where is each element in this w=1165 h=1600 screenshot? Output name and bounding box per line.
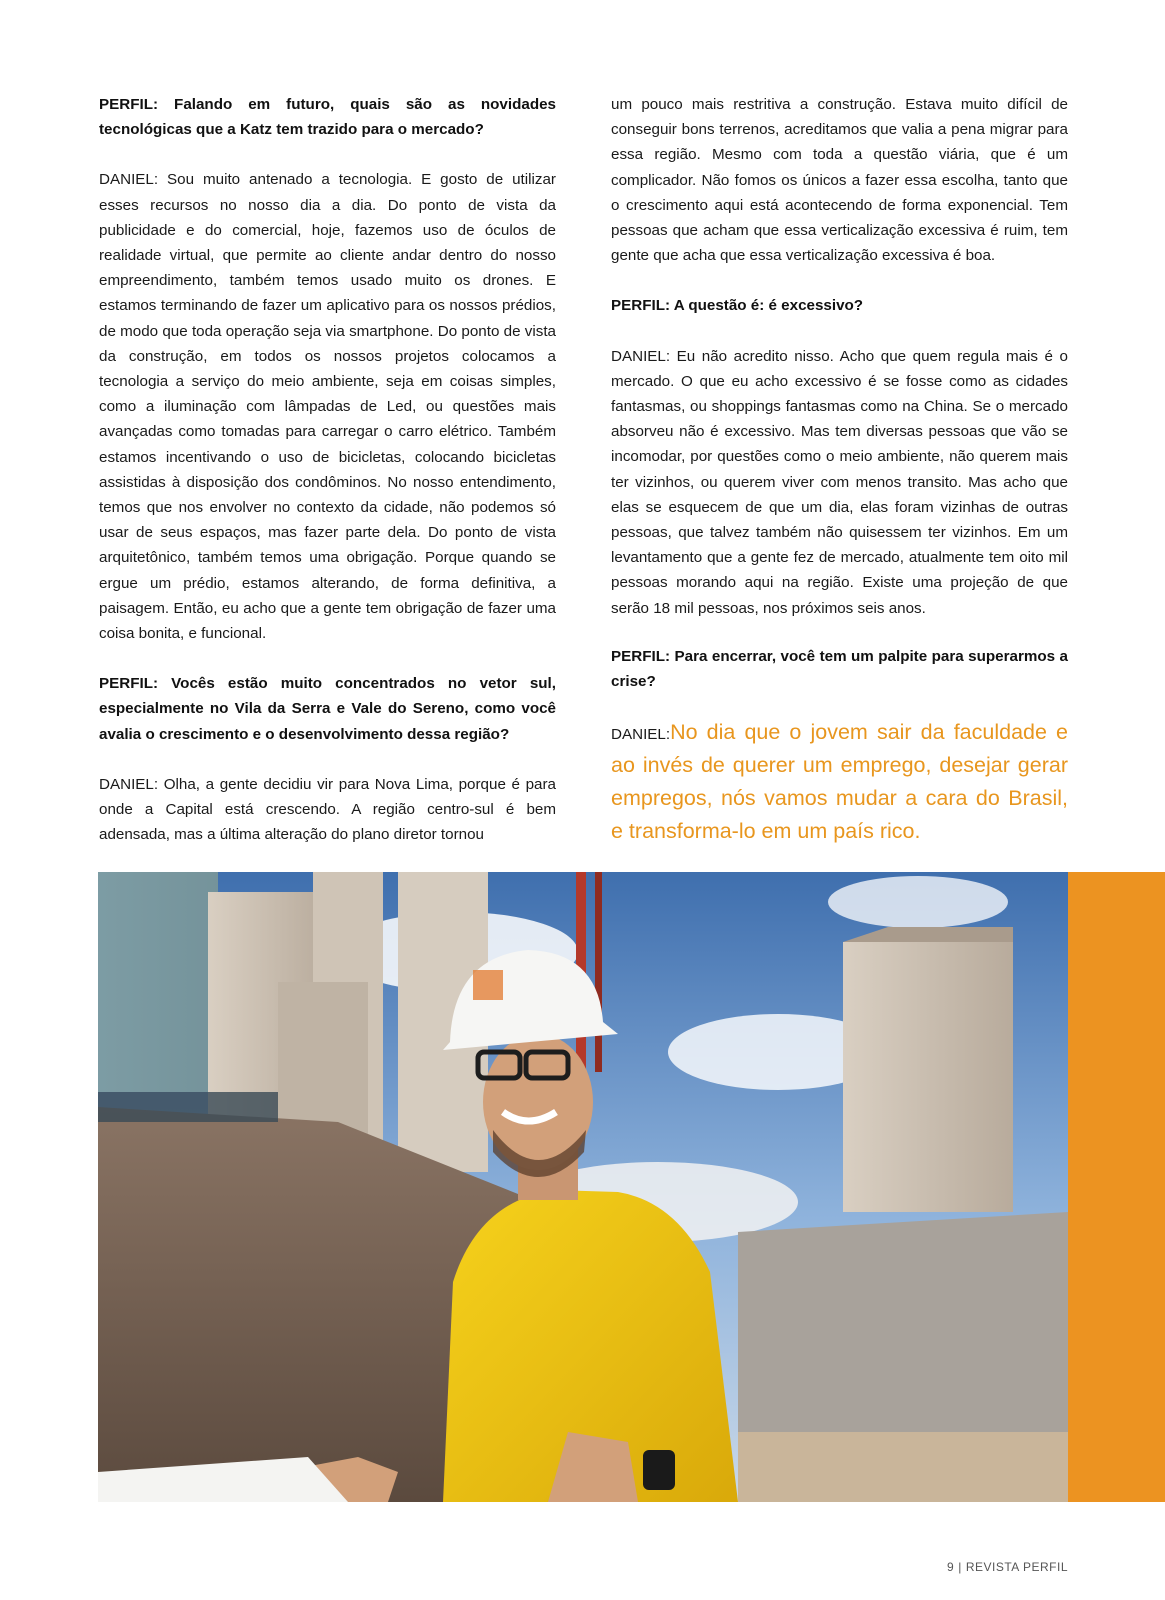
footer-separator: | bbox=[958, 1560, 962, 1574]
engineer-photo bbox=[98, 872, 1068, 1502]
page-number: 9 bbox=[947, 1560, 955, 1574]
question-technology: PERFIL: Falando em futuro, quais são as novidades tecnológicas que a Katz tem trazido para o mercado? bbox=[99, 96, 556, 139]
answer-crisis bbox=[611, 717, 1068, 849]
answer-southern-region: DANIEL: Olha, a gente decidiu vir para Nova Lima, porque é para onde a Capital está crescendo. A região centro-sul é bem adensada, mas a última alteração do plano diretor tornou bbox=[99, 775, 556, 844]
magazine-name: REVISTA PERFIL bbox=[965, 1560, 1068, 1574]
orange-accent-bar bbox=[1068, 872, 1165, 1502]
highlight-quote: No dia que o jovem sair da faculdade e ao invés de querer um emprego, desejar gerar empregos, nós vamos mudar a cara do Brasil, e transforma-lo em um país rico. bbox=[611, 720, 1068, 844]
question-southern-region: PERFIL: Vocês estão muito concentrados no vetor sul, especialmente no Vila da Serra e Vale do Sereno, como você avalia o crescimento e o desenvolvimento dessa região? bbox=[99, 675, 556, 743]
question-excessive: PERFIL: A questão é: é excessivo? bbox=[611, 297, 864, 315]
right-text-column bbox=[611, 92, 1068, 849]
answer-excessive: DANIEL: Eu não acredito nisso. Acho que quem regula mais é o mercado. O que eu acho excessivo é se fosse como as cidades fantasmas, ou shoppings fantasmas como na China. Se o mercado absorveu não é excessivo. Mas tem diversas pessoas que vão se incomodar, por questões como o meio ambiente, não querem mais ter vizinhos, ou querem viver com menos transito. Mas acho que elas se esquecem de que um dia, elas foram vizinhas de outras pessoas, que talvez também não quisessem ter vizinhos. Em um levantamento que a gente fez de mercado, atualmente tem oito mil pessoas morando aqui na região. Existe uma projeção de que serão 18 mil pessoas, nos próximos seis anos. bbox=[611, 347, 1068, 617]
answer-technology: DANIEL: Sou muito antenado a tecnologia. E gosto de utilizar esses recursos no nosso dia a dia. Do ponto de vista da publicidade e do comercial, hoje, fazemos uso de óculos de realidade virtual, que permite ao cliente andar dentro do nosso empreendimento, também temos usado muito os drones. E estamos terminando de fazer um aplicativo para os nossos prédios, de modo que toda operação seja via smartphone. Do ponto de vista da construção, em todos os nossos projetos colocamos a tecnologia a serviço do meio ambiente, seja em coisas simples, como a iluminação com lâmpadas de Led, ou questões mais avançadas como tomadas para carregar o carro elétrico. Também estamos incentivando o uso de bicicletas, colocando bicicletas assistidas à disposição dos condôminos. No nosso entendimento, temos que nos envolver no contexto da cidade, não podemos só usar de seus espaços, mas fazer parte dela. Do ponto de vista arquitetônico, também temos uma obrigação. Porque quando se ergue um prédio, estamos alterando, de forma definitiva, a paisagem. Então, eu acho que a gente tem obrigação de fazer uma coisa bonita, e funcional. bbox=[99, 171, 556, 643]
page-footer bbox=[947, 1560, 1068, 1574]
question-crisis: PERFIL: Para encerrar, você tem um palpite para superarmos a crise? bbox=[611, 647, 1068, 691]
left-text-column bbox=[99, 92, 556, 847]
speaker-label: DANIEL: bbox=[611, 726, 671, 744]
answer-southern-region-continued: um pouco mais restritiva a construção. Estava muito difícil de conseguir bons terrenos, acreditamos que valia a pena migrar para essa região. Mesmo com toda a questão viária, que é um complicador. Não fomos os únicos a fazer essa escolha, tanto que o crescimento aqui está acontecendo de forma exponencial. Tem pessoas que acham que essa verticalização excessiva é ruim, tem gente que acha que essa verticalização excessiva é boa. bbox=[611, 96, 1068, 265]
